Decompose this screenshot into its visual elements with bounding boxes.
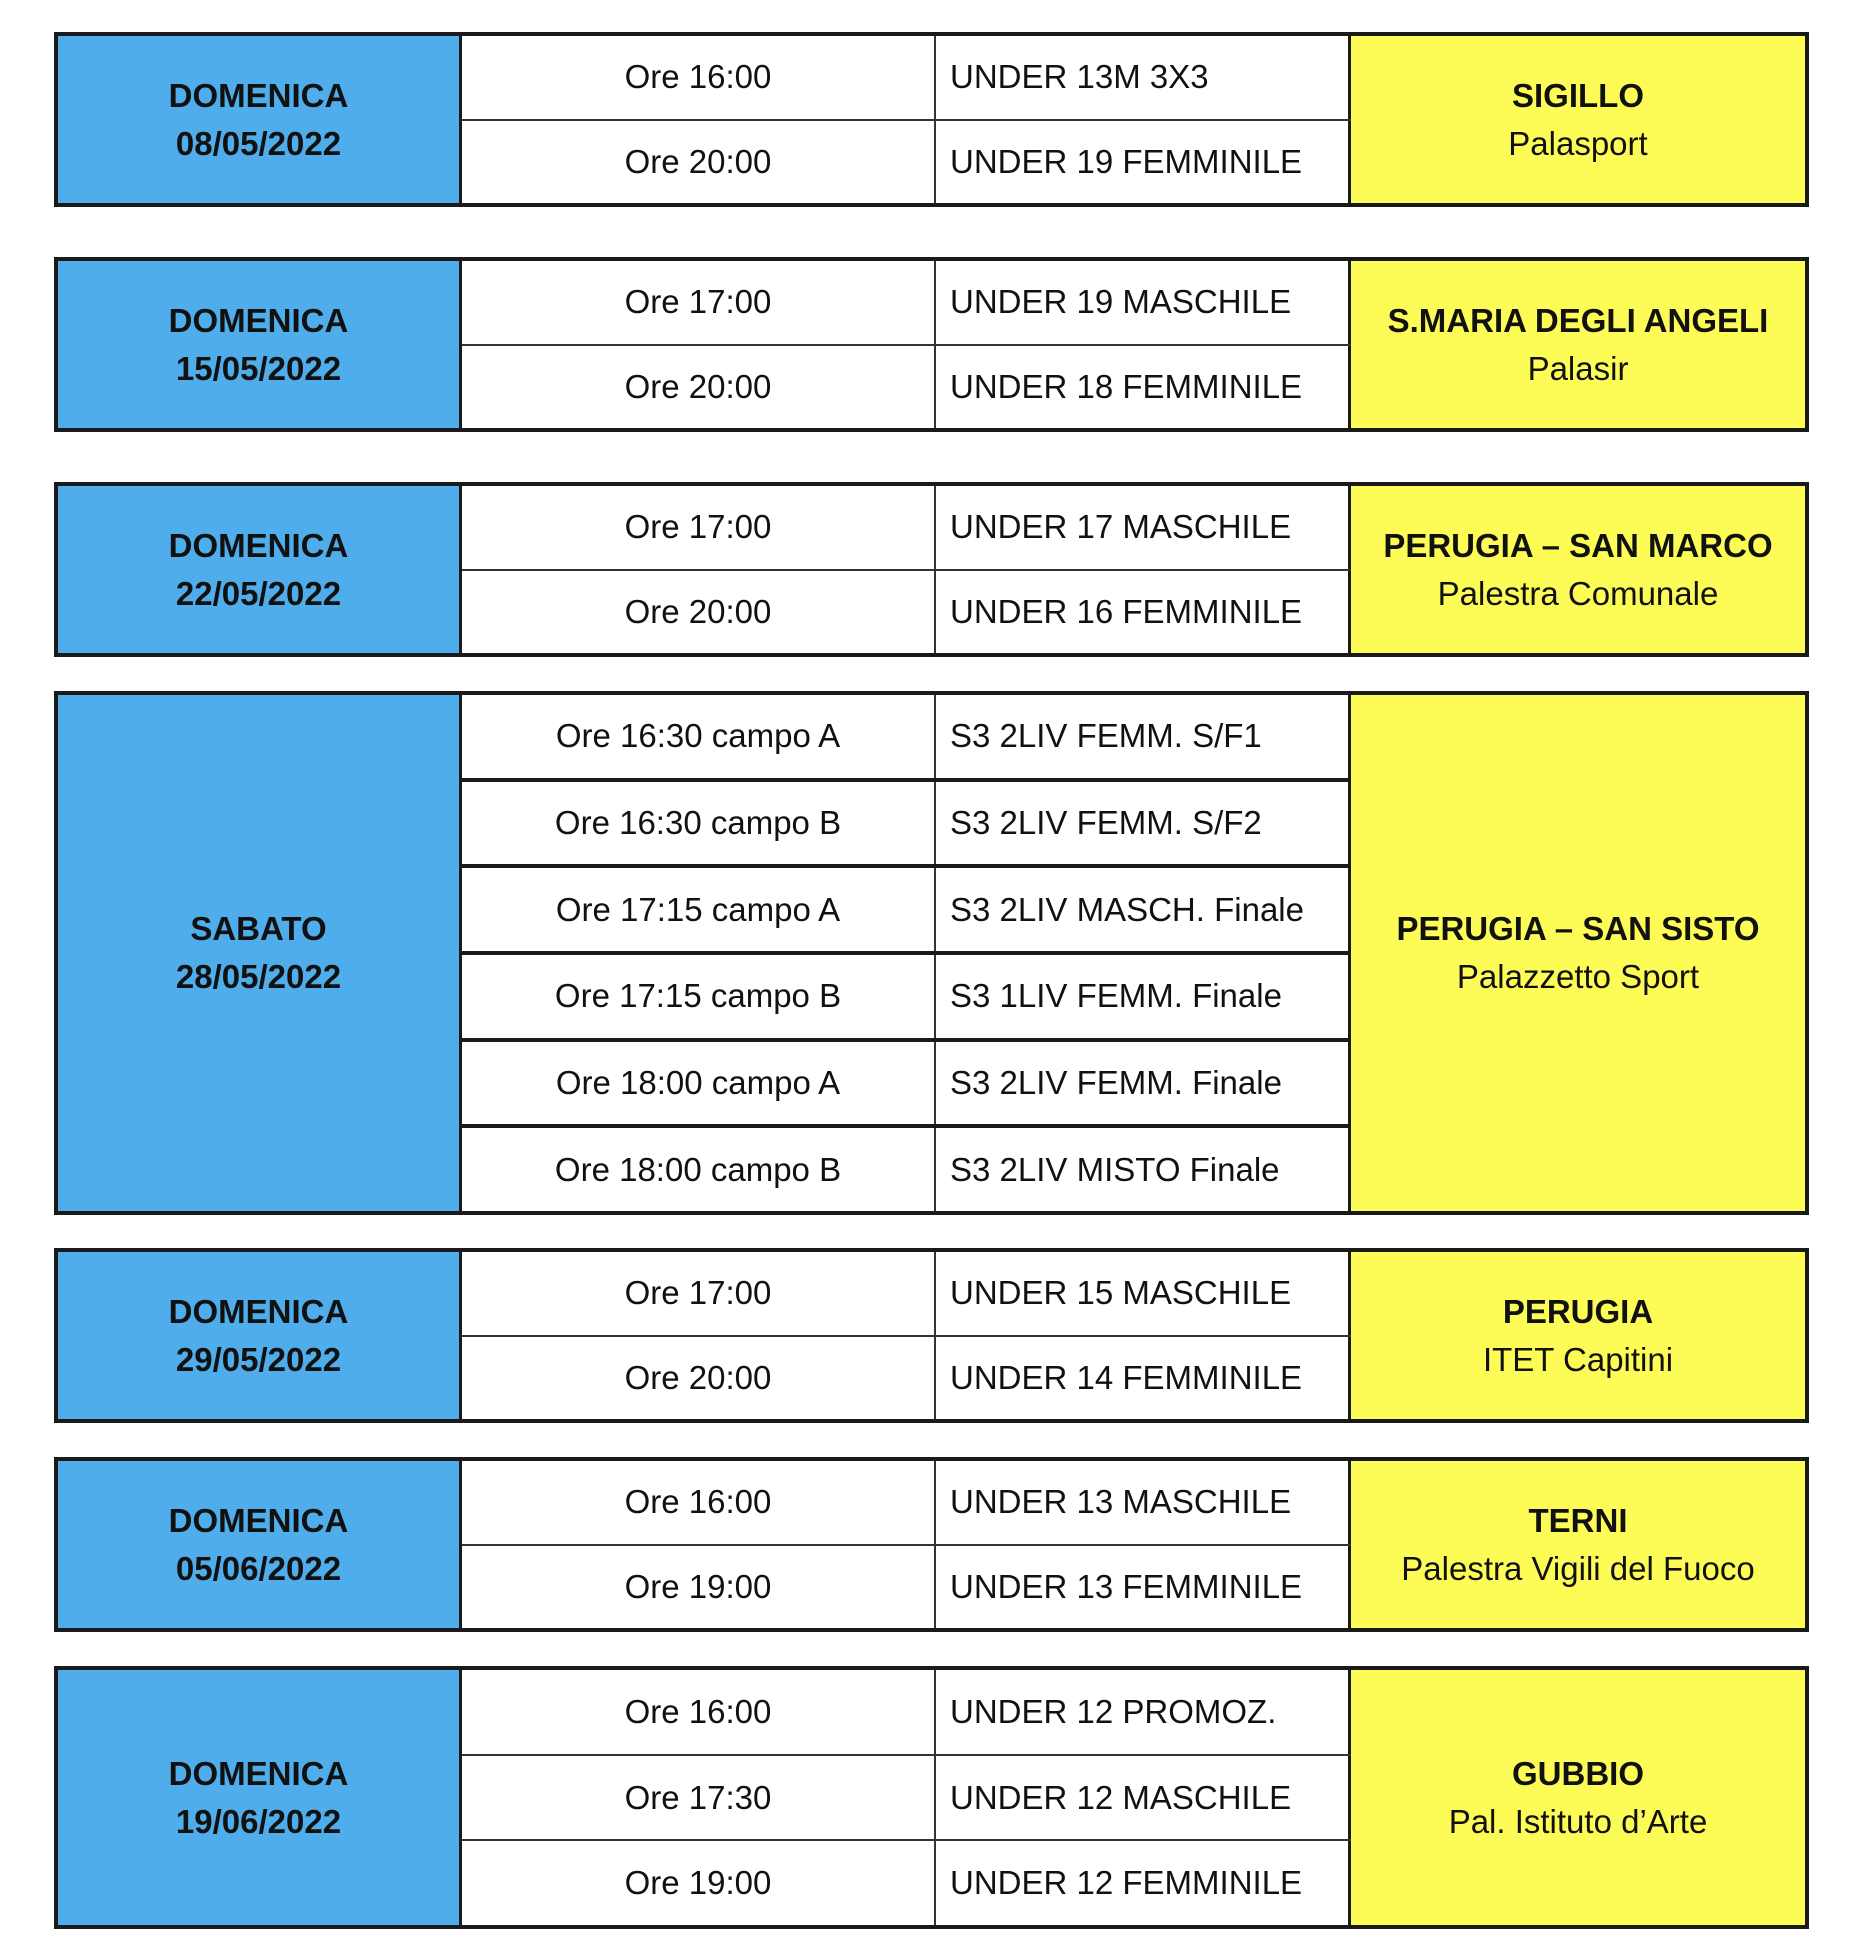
category-cell: UNDER 13 MASCHILE: [936, 1461, 1351, 1544]
venue-cell: [1351, 695, 1805, 1211]
venue-place: Palestra Vigili del Fuoco: [1401, 1549, 1755, 1587]
category-cell: S3 2LIV MASCH. Finale: [936, 868, 1351, 951]
venue-place: Palazzetto Sport: [1456, 958, 1700, 995]
schedule-row: [462, 778, 1351, 865]
time-cell: Ore 19:00: [462, 1546, 936, 1629]
venue-cell: [1351, 36, 1805, 203]
time-cell: Ore 20:00: [462, 571, 936, 654]
event-day: DOMENICA: [168, 1754, 349, 1792]
category-cell: UNDER 12 FEMMINILE: [936, 1841, 1351, 1925]
event-date-cell: [58, 1252, 462, 1419]
event-rows: [462, 486, 1351, 653]
category-cell: UNDER 12 MASCHILE: [936, 1756, 1351, 1840]
time-cell: Ore 16:30 campo A: [462, 695, 936, 778]
event-date: 22/05/2022: [175, 574, 342, 612]
category-cell: UNDER 18 FEMMINILE: [936, 346, 1351, 429]
category-cell: UNDER 14 FEMMINILE: [936, 1337, 1351, 1420]
time-cell: Ore 17:15 campo A: [462, 868, 936, 951]
schedule-row: [462, 486, 1351, 569]
time-cell: Ore 19:00: [462, 1841, 936, 1925]
event-block-2: [54, 257, 1809, 432]
event-day: SABATO: [190, 910, 327, 947]
time-cell: Ore 16:00: [462, 1461, 936, 1544]
event-date: 29/05/2022: [175, 1340, 342, 1378]
time-cell: Ore 17:00: [462, 261, 936, 344]
time-cell: Ore 20:00: [462, 346, 936, 429]
event-day: DOMENICA: [168, 76, 349, 114]
event-rows: [462, 695, 1351, 1211]
category-cell: UNDER 19 MASCHILE: [936, 261, 1351, 344]
schedule-row: [462, 1335, 1351, 1420]
event-rows: [462, 36, 1351, 203]
category-cell: UNDER 16 FEMMINILE: [936, 571, 1351, 654]
venue-cell: [1351, 261, 1805, 428]
event-date: 05/06/2022: [175, 1549, 342, 1587]
venue-cell: [1351, 486, 1805, 653]
schedule-row: [462, 1252, 1351, 1335]
venue-place: ITET Capitini: [1482, 1340, 1674, 1378]
event-date-cell: [58, 486, 462, 653]
event-day: DOMENICA: [168, 1292, 349, 1330]
venue-name: PERUGIA: [1502, 1292, 1654, 1330]
event-date: 15/05/2022: [175, 349, 342, 387]
event-block-7: [54, 1666, 1809, 1929]
schedule-row: [462, 119, 1351, 204]
time-cell: Ore 17:00: [462, 1252, 936, 1335]
schedule-row: [462, 1461, 1351, 1544]
time-cell: Ore 17:15 campo B: [462, 955, 936, 1038]
category-cell: S3 2LIV FEMM. S/F1: [936, 695, 1351, 778]
event-date-cell: [58, 1461, 462, 1628]
event-date-cell: [58, 695, 462, 1211]
venue-name: SIGILLO: [1512, 76, 1644, 114]
event-date-cell: [58, 1670, 462, 1925]
venue-place: Palasir: [1527, 349, 1629, 387]
event-block-3: [54, 482, 1809, 657]
event-block-4: [54, 691, 1809, 1215]
schedule-row: [462, 1038, 1351, 1125]
venue-name: GUBBIO: [1512, 1754, 1644, 1792]
venue-place: Pal. Istituto d’Arte: [1448, 1802, 1708, 1840]
schedule-row: [462, 36, 1351, 119]
schedule-row: [462, 1754, 1351, 1840]
time-cell: Ore 20:00: [462, 1337, 936, 1420]
event-day: DOMENICA: [168, 526, 349, 564]
schedule-row: [462, 1670, 1351, 1754]
category-cell: UNDER 19 FEMMINILE: [936, 121, 1351, 204]
event-date: 08/05/2022: [175, 124, 342, 162]
event-rows: [462, 261, 1351, 428]
event-block-1: [54, 32, 1809, 207]
category-cell: UNDER 17 MASCHILE: [936, 486, 1351, 569]
schedule-row: [462, 864, 1351, 951]
time-cell: Ore 16:30 campo B: [462, 782, 936, 865]
venue-place: Palestra Comunale: [1437, 574, 1719, 612]
category-cell: UNDER 13 FEMMINILE: [936, 1546, 1351, 1629]
time-cell: Ore 18:00 campo A: [462, 1042, 936, 1125]
venue-name: PERUGIA – SAN MARCO: [1383, 526, 1773, 564]
time-cell: Ore 16:00: [462, 1670, 936, 1754]
event-day: DOMENICA: [168, 1501, 349, 1539]
event-date-cell: [58, 261, 462, 428]
venue-cell: [1351, 1670, 1805, 1925]
event-block-6: [54, 1457, 1809, 1632]
schedule-row: [462, 1544, 1351, 1629]
schedule-row: [462, 951, 1351, 1038]
schedule-row: [462, 344, 1351, 429]
time-cell: Ore 17:00: [462, 486, 936, 569]
venue-name: PERUGIA – SAN SISTO: [1396, 910, 1760, 947]
event-date: 28/05/2022: [175, 958, 342, 995]
category-cell: S3 2LIV FEMM. S/F2: [936, 782, 1351, 865]
category-cell: S3 1LIV FEMM. Finale: [936, 955, 1351, 1038]
event-rows: [462, 1670, 1351, 1925]
category-cell: UNDER 12 PROMOZ.: [936, 1670, 1351, 1754]
time-cell: Ore 16:00: [462, 36, 936, 119]
venue-cell: [1351, 1461, 1805, 1628]
schedule-row: [462, 1839, 1351, 1925]
time-cell: Ore 20:00: [462, 121, 936, 204]
category-cell: UNDER 15 MASCHILE: [936, 1252, 1351, 1335]
time-cell: Ore 18:00 campo B: [462, 1128, 936, 1211]
category-cell: S3 2LIV MISTO Finale: [936, 1128, 1351, 1211]
category-cell: S3 2LIV FEMM. Finale: [936, 1042, 1351, 1125]
schedule-row: [462, 569, 1351, 654]
schedule-row: [462, 695, 1351, 778]
venue-cell: [1351, 1252, 1805, 1419]
event-day: DOMENICA: [168, 301, 349, 339]
event-block-5: [54, 1248, 1809, 1423]
event-date-cell: [58, 36, 462, 203]
schedule-row: [462, 1124, 1351, 1211]
venue-name: S.MARIA DEGLI ANGELI: [1387, 301, 1769, 339]
event-rows: [462, 1252, 1351, 1419]
event-date: 19/06/2022: [175, 1802, 342, 1840]
category-cell: UNDER 13M 3X3: [936, 36, 1351, 119]
time-cell: Ore 17:30: [462, 1756, 936, 1840]
schedule-row: [462, 261, 1351, 344]
venue-name: TERNI: [1528, 1501, 1628, 1539]
event-rows: [462, 1461, 1351, 1628]
venue-place: Palasport: [1508, 124, 1648, 162]
